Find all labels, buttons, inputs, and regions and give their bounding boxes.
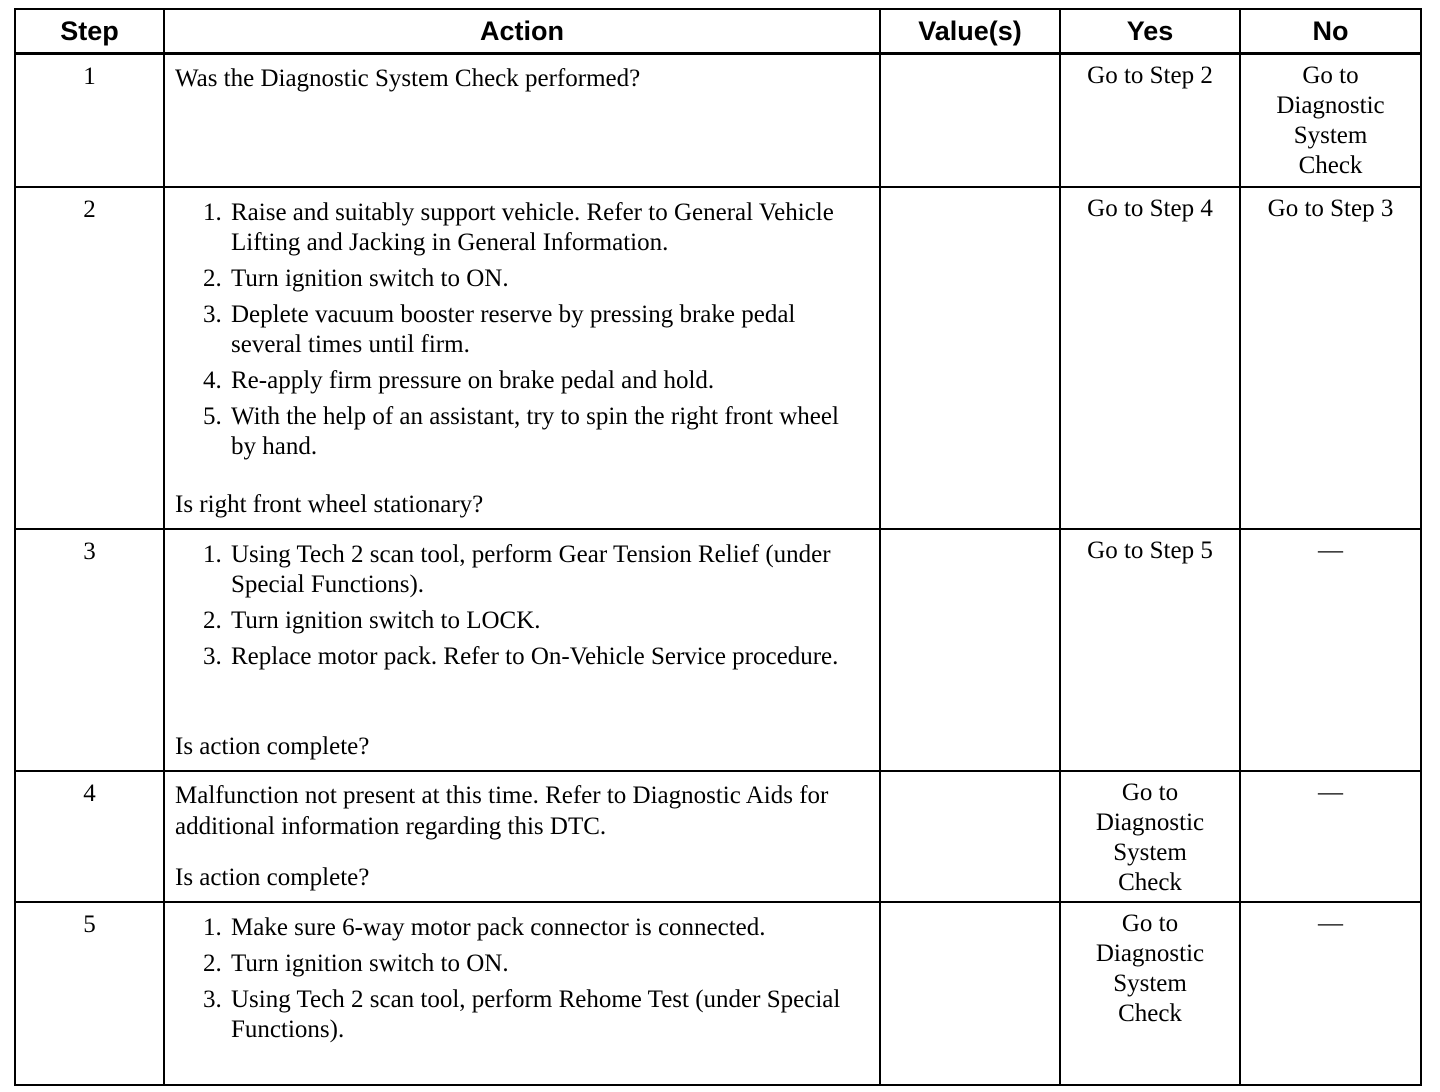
action-intro: Malfunction not present at this time. Refer to Diagnostic Aids for additional information regarding this DTC. [175,781,829,840]
item-text: Using Tech 2 scan tool, perform Rehome Test (under Special Functions). [231,985,841,1043]
item-text: Turn ignition switch to LOCK. [231,606,541,634]
list-item [203,198,869,258]
item-number: 2. [203,949,222,977]
yes-text: Go to Diagnostic System Check [1095,909,1205,1027]
action-list [175,198,869,468]
yes-cell: Go to Step 5 [1060,529,1240,771]
table-row [15,187,1421,529]
value-cell [880,529,1060,771]
no-cell [1240,54,1421,187]
table-row [15,54,1421,187]
item-text: With the help of an assistant, try to spin the right front wheel by hand. [231,402,839,460]
item-text: Deplete vacuum booster reserve by pressing brake pedal several times until firm. [231,300,796,358]
action-question: Is action complete? [175,732,370,760]
item-text: Turn ignition switch to ON. [231,264,509,292]
value-cell [880,54,1060,187]
item-number: 5. [203,402,222,430]
item-text: Raise and suitably support vehicle. Refer to General Vehicle Lifting and Jacking in General Information. [231,198,834,256]
value-cell [880,771,1060,902]
step-number: 2 [15,187,164,529]
table-row [15,529,1421,771]
step-number: 5 [15,902,164,1086]
action-list [175,913,869,1051]
header-row [15,9,1421,54]
action-cell [164,771,880,902]
item-number: 4. [203,366,222,394]
item-number: 1. [203,913,222,941]
no-cell: — [1240,771,1421,902]
header-no: No [1240,9,1421,54]
list-item [203,606,869,636]
action-intro: Was the Diagnostic System Check performed? [175,65,641,92]
no-text: Go to Diagnostic System Check [1276,62,1385,179]
step-number: 3 [15,529,164,771]
action-cell [164,902,880,1086]
action-cell [164,187,880,529]
item-text: Re-apply firm pressure on brake pedal and hold. [231,366,715,394]
item-number: 3. [203,300,222,328]
item-number: 1. [203,198,222,226]
step-number: 4 [15,771,164,902]
action-question: Is right front wheel stationary? [175,490,484,518]
header-values: Value(s) [880,9,1060,54]
item-text: Make sure 6-way motor pack connector is connected. [231,913,766,941]
list-item [203,264,869,294]
no-cell: — [1240,902,1421,1086]
action-question: Is action complete? [175,863,370,891]
diagnostic-table [14,8,1422,1086]
item-number: 2. [203,606,222,634]
table-row [15,771,1421,902]
item-number: 3. [203,985,222,1013]
yes-cell: Go to Step 2 [1060,54,1240,187]
header-step: Step [15,9,164,54]
action-cell [164,54,880,187]
list-item [203,366,869,396]
table-row [15,902,1421,1086]
item-text: Turn ignition switch to ON. [231,949,509,977]
list-item [203,949,869,979]
list-item [203,300,869,360]
list-item [203,402,869,462]
step-number: 1 [15,54,164,187]
list-item [203,913,869,943]
no-cell: — [1240,529,1421,771]
item-text: Replace motor pack. Refer to On-Vehicle Service procedure. [231,642,839,670]
value-cell [880,902,1060,1086]
item-number: 3. [203,642,222,670]
action-list [175,540,869,678]
yes-cell: Go to Step 4 [1060,187,1240,529]
yes-cell [1060,902,1240,1086]
item-number: 1. [203,540,222,568]
no-cell: Go to Step 3 [1240,187,1421,529]
value-cell [880,187,1060,529]
yes-cell [1060,771,1240,902]
header-yes: Yes [1060,9,1240,54]
header-action: Action [164,9,880,54]
item-text: Using Tech 2 scan tool, perform Gear Tension Relief (under Special Functions). [231,540,831,598]
item-number: 2. [203,264,222,292]
list-item [203,540,869,600]
list-item [203,985,869,1045]
action-cell [164,529,880,771]
yes-text: Go to Diagnostic System Check [1095,778,1205,896]
list-item [203,642,869,672]
